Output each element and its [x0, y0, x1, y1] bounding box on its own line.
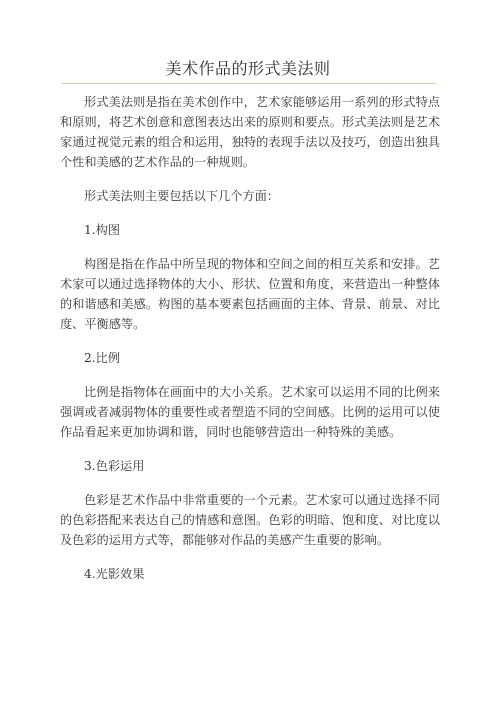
intro-paragraph: 形式美法则是指在美术创作中，艺术家能够运用一系列的形式特点和原则，将艺术创意和意图表达出来的原则和要点。形式美法则是艺术家通过视觉元素的组合和运用，独特的表现手法以及技巧，创造出独具个性和美感的艺术作品的一种规则。 — [60, 95, 440, 169]
document-title: 美术作品的形式美法则 — [165, 59, 331, 78]
section-heading-light-shadow: 4.光影效果 — [84, 567, 145, 581]
title-block — [60, 56, 436, 84]
title-underline — [62, 83, 436, 84]
proportion-paragraph: 比例是指物体在画面中的大小关系。艺术家可以运用不同的比例来强调或者减弱物体的重要性或者塑造不同的空间感。比例的运用可以使作品看起来更加协调和谐，同时也能够营造出一种特殊的美感。 — [60, 385, 440, 439]
document-body — [60, 92, 440, 584]
section-heading-color: 3.色彩运用 — [84, 459, 145, 473]
color-paragraph: 色彩是艺术作品中非常重要的一个元素。艺术家可以通过选择不同的色彩搭配来表达自己的情感和意图。色彩的明暗、饱和度、对比度以及色彩的运用方式等，都能够对作品的美感产生重要的影响。 — [60, 493, 440, 547]
section-heading-proportion: 2.比例 — [84, 351, 121, 365]
composition-paragraph: 构图是指在作品中所呈现的物体和空间之间的相互关系和安排。艺术家可以通过选择物体的大小、形状、位置和角度，来营造出一种整体的和谐感和美感。构图的基本要素包括画面的主体、背景、前景、对比度、平衡感等。 — [60, 257, 440, 331]
section-heading-composition: 1.构图 — [84, 223, 121, 237]
summary-paragraph: 形式美法则主要包括以下几个方面： — [84, 189, 279, 203]
